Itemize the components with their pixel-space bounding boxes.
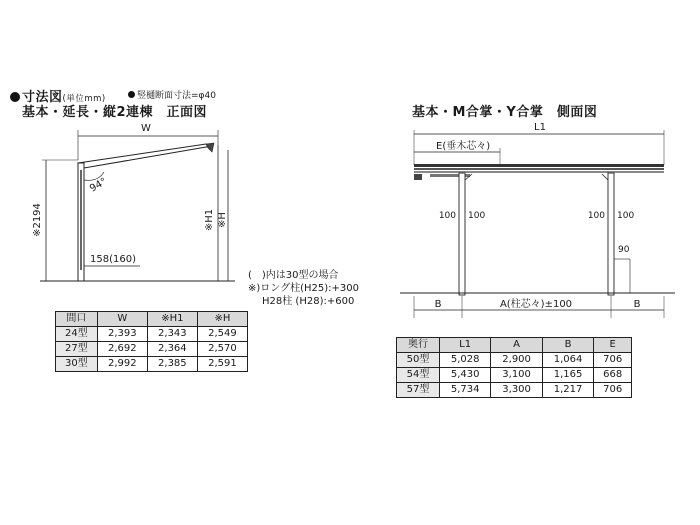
table-cell: 2,364 (147, 342, 197, 357)
table-cell: 668 (594, 368, 632, 383)
table-row (397, 368, 632, 383)
unit-note: (単位mm) (62, 94, 106, 104)
table-cell: 30型 (56, 357, 98, 372)
table-cell: 2,549 (197, 327, 247, 342)
h1-label: ※H1 (204, 208, 215, 232)
table-header-cell: E (594, 338, 632, 353)
left-post (459, 173, 465, 295)
front-view-title: 基本・延長・縦2連棟 正面図 (22, 105, 208, 120)
table-cell: 5,734 (439, 383, 490, 398)
dim-158-label: 158(160) (90, 254, 136, 265)
table-cell: 3,100 (491, 368, 542, 383)
table-cell: 24型 (56, 327, 98, 342)
note-line: ※)ロング柱(H25):+300 (248, 283, 359, 294)
heading-text: 寸法図 (22, 90, 63, 105)
table-cell: 2,385 (147, 357, 197, 372)
table-row (397, 383, 632, 398)
side-spec-table (396, 337, 632, 398)
a-label: A(柱芯々)±100 (499, 299, 573, 310)
angle-label: 94° (88, 176, 109, 195)
dim-90-label: 90 (618, 245, 630, 255)
table-cell: 54型 (397, 368, 440, 383)
dim-100-label: 100 (468, 211, 486, 221)
table-cell: 3,300 (491, 383, 542, 398)
dim-100-label: 100 (587, 211, 605, 221)
h-label: ※H (217, 212, 228, 228)
side-view-title: 基本・M合掌・Y合掌 側面図 (412, 105, 598, 120)
table-row (56, 357, 248, 372)
table-header-cell: W (97, 312, 147, 327)
table-header-cell: 間口 (56, 312, 98, 327)
gutter (206, 143, 214, 152)
table-row (56, 342, 248, 357)
table-header-row (56, 312, 248, 327)
table-header-cell: A (491, 338, 542, 353)
table-header-row (397, 338, 632, 353)
height-label: ※2194 (32, 203, 43, 237)
table-cell: 1,064 (542, 353, 593, 368)
table-cell: 2,570 (197, 342, 247, 357)
table-header-cell: B (542, 338, 593, 353)
front-spec-table (55, 311, 248, 372)
b-right-label: B (633, 299, 641, 310)
downpipe (80, 170, 82, 270)
table-header-cell: ※H (197, 312, 247, 327)
table-cell: 2,591 (197, 357, 247, 372)
pillar-note-text: 竪樋断面寸法=φ40 (137, 91, 216, 101)
brace (602, 174, 608, 180)
e-label: E(垂木芯々) (436, 141, 491, 152)
table-cell: 706 (594, 353, 632, 368)
notes-block (248, 269, 359, 308)
table-cell: 2,393 (97, 327, 147, 342)
table-cell: 50型 (397, 353, 440, 368)
roof-panel (78, 144, 212, 168)
dim-100-label: 100 (438, 211, 456, 221)
table-cell: 1,165 (542, 368, 593, 383)
table-cell: 5,430 (439, 368, 490, 383)
note-line: ( )内は30型の場合 (248, 270, 339, 281)
front-view-drawing (0, 0, 350, 300)
b-left-label: B (434, 299, 442, 310)
roof-beam (414, 168, 664, 170)
table-header-cell: L1 (439, 338, 490, 353)
table-cell: 27型 (56, 342, 98, 357)
dim-100-label: 100 (617, 211, 635, 221)
gutter (414, 174, 422, 180)
table-cell: 2,692 (97, 342, 147, 357)
table-cell: 2,900 (491, 353, 542, 368)
table-cell: 57型 (397, 383, 440, 398)
roof-beam (414, 164, 664, 167)
w-label: W (141, 123, 151, 134)
table-cell: 5,028 (439, 353, 490, 368)
table-header-cell: 奥行 (397, 338, 440, 353)
side-view-drawing (380, 110, 690, 320)
table-cell: 706 (594, 383, 632, 398)
table-row (397, 353, 632, 368)
table-cell: 2,992 (97, 357, 147, 372)
roof-beam (414, 171, 664, 173)
table-header-cell: ※H1 (147, 312, 197, 327)
table-cell: 2,343 (147, 327, 197, 342)
right-post (608, 173, 614, 295)
l1-label: L1 (534, 122, 546, 133)
table-row (56, 327, 248, 342)
table-cell: 1,217 (542, 383, 593, 398)
note-line: H28柱 (H28):+600 (262, 296, 355, 307)
